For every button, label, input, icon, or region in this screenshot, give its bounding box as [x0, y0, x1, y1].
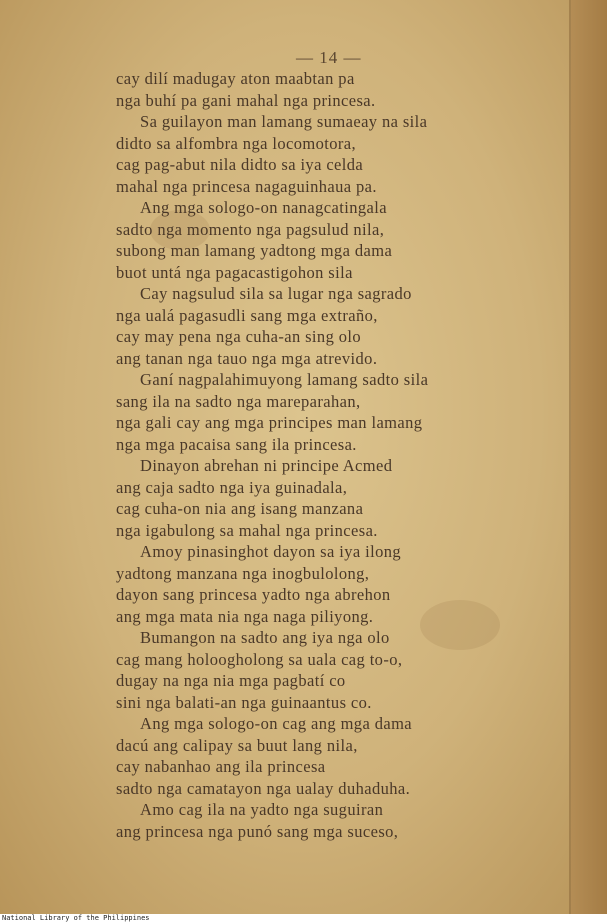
text-line: Cay nagsulud sila sa lugar nga sagrado — [140, 284, 412, 303]
text-line: Amoy pinasinghot dayon sa iya ilong — [140, 542, 402, 561]
text-line: Ang mga sologo-on nanagcatingala — [140, 198, 387, 217]
text-line: cay dilí madugay aton maabtan pa — [116, 69, 355, 88]
text-line: cay may pena nga cuha-an sing olo — [116, 327, 362, 346]
text-line: nga igabulong sa mahal nga princesa. — [116, 520, 378, 540]
footer-strip — [0, 914, 607, 923]
text-line: cay nabanhao ang ila princesa — [116, 757, 326, 776]
text-line: mahal nga princesa nagaguinhaua pa. — [116, 176, 377, 196]
library-credit: National Library of the Philippines — [2, 914, 150, 922]
text-line: nga mga pacaisa sang ila princesa. — [116, 434, 357, 454]
text-line: ang mga mata nia nga naga piliyong. — [116, 606, 374, 626]
text-line: Ang mga sologo-on cag ang mga dama — [140, 714, 413, 733]
text-line: yadtong manzana nga inogbulolong, — [116, 563, 370, 583]
text-line: nga gali cay ang mga principes man lamang — [116, 413, 423, 432]
text-line: sang ila na sadto nga mareparahan, — [116, 391, 361, 411]
text-line: ang princesa nga punó sang mga suceso, — [116, 821, 399, 841]
text-line: Ganí nagpalahimuyong lamang sadto sila — [140, 370, 429, 389]
text-line: Amo cag ila na yadto nga suguiran — [140, 800, 384, 819]
poem-text-block — [116, 68, 546, 842]
text-line: cag cuha-on nia ang isang manzana — [116, 499, 364, 518]
text-line: nga ualá pagasudli sang mga extraño, — [116, 305, 378, 325]
text-line: dugay na nga nia mga pagbatí co — [116, 671, 346, 690]
text-line: nga buhí pa gani mahal nga princesa. — [116, 90, 376, 110]
text-line: cag mang holoogholong sa uala cag to-o, — [116, 649, 403, 669]
text-line: sadto nga camatayon nga ualay duhaduha. — [116, 778, 411, 798]
page-number: — 14 — — [296, 48, 362, 67]
text-line: Sa guilayon man lamang sumaeay na sila — [140, 112, 428, 131]
text-line: Bumangon na sadto ang iya nga olo — [140, 628, 390, 647]
page-margin-edge — [571, 0, 607, 914]
text-line: sadto nga momento nga pagsulud nila, — [116, 219, 385, 239]
text-line: subong man lamang yadtong mga dama — [116, 241, 393, 260]
text-line: cag pag-abut nila didto sa iya celda — [116, 155, 364, 174]
text-line: buot untá nga pagacastigohon sila — [116, 262, 353, 282]
text-line: Dinayon abrehan ni principe Acmed — [140, 456, 393, 475]
text-line: dacú ang calipay sa buut lang nila, — [116, 735, 358, 755]
text-line: sini nga balati-an nga guinaantus co. — [116, 692, 372, 712]
text-line: dayon sang princesa yadto nga abrehon — [116, 585, 391, 604]
text-line: ang tanan nga tauo nga mga atrevido. — [116, 348, 378, 368]
text-line: didto sa alfombra nga locomotora, — [116, 133, 357, 153]
text-line: ang caja sadto nga iya guinadala, — [116, 477, 348, 497]
